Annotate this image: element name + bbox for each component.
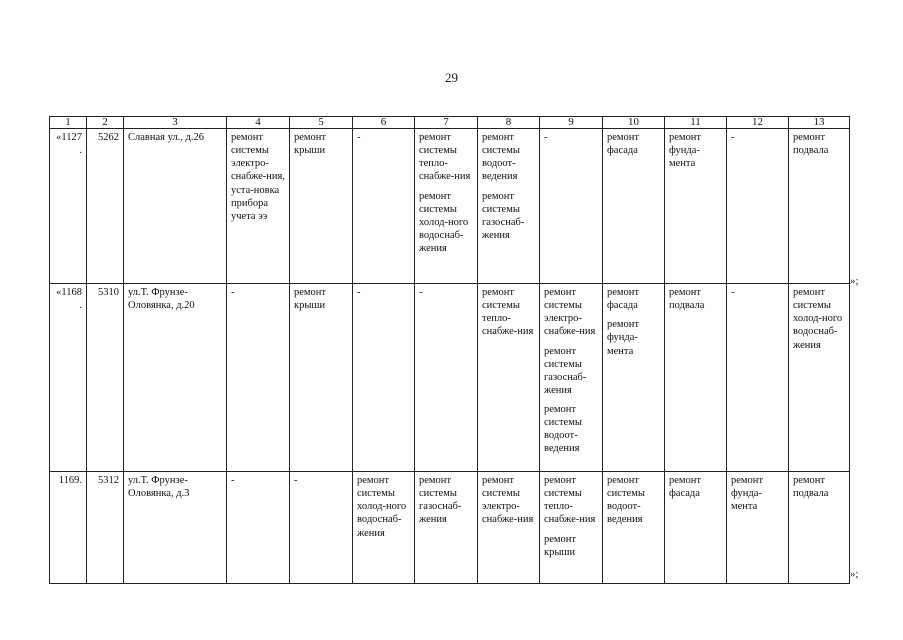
header-cell: 8 xyxy=(478,117,540,129)
work-item: - xyxy=(294,475,298,486)
row-number-cell: 1169. xyxy=(50,472,87,584)
work-item: - xyxy=(544,132,548,143)
work-cell-col-8 xyxy=(478,129,540,284)
work-item: ремонт системы электро-снабже-ния xyxy=(482,475,534,526)
work-item: ремонт системы холод-ного водоснаб-жения xyxy=(357,475,407,539)
work-item: ремонт системы тепло-снабже-ния xyxy=(544,475,596,526)
work-cell-col-5 xyxy=(290,472,353,584)
work-item: ремонт подвала xyxy=(793,132,829,157)
header-cell: 6 xyxy=(353,117,415,129)
work-item: ремонт крыши xyxy=(294,132,327,157)
work-item: ремонт фунда-мента xyxy=(607,319,640,357)
header-cell: 2 xyxy=(87,117,124,129)
table-row xyxy=(50,284,850,472)
header-cell: 3 xyxy=(124,117,227,129)
work-cell-col-11 xyxy=(665,284,727,472)
row-number-cell: «1127. xyxy=(50,129,87,284)
repair-schedule-table xyxy=(49,116,850,584)
building-code-cell: 5310 xyxy=(87,284,124,472)
header-cell: 7 xyxy=(415,117,478,129)
work-cell-col-13 xyxy=(789,472,850,584)
work-cell-col-6 xyxy=(353,472,415,584)
header-row xyxy=(50,117,850,129)
work-item: ремонт фасада xyxy=(607,287,640,312)
work-cell-col-5 xyxy=(290,129,353,284)
work-cell-col-4 xyxy=(227,129,290,284)
address-cell: Славная ул., д.26 xyxy=(124,129,227,284)
work-cell-col-7 xyxy=(415,472,478,584)
work-cell-col-6 xyxy=(353,284,415,472)
work-item: - xyxy=(231,287,235,298)
work-item: ремонт системы электро-снабже-ния xyxy=(544,287,596,338)
work-item: - xyxy=(357,132,361,143)
work-cell-col-5 xyxy=(290,284,353,472)
work-item: ремонт системы водоот-ведения xyxy=(544,404,582,455)
header-cell: 1 xyxy=(50,117,87,129)
work-cell-col-10 xyxy=(603,284,665,472)
work-cell-col-10 xyxy=(603,129,665,284)
work-item: ремонт системы электро-снабже-ния, уста-новка прибора учета ээ xyxy=(231,132,285,222)
work-cell-col-4 xyxy=(227,284,290,472)
work-item: ремонт фасада xyxy=(669,475,702,500)
work-item: ремонт крыши xyxy=(294,287,327,312)
work-cell-col-4 xyxy=(227,472,290,584)
work-cell-col-9 xyxy=(540,284,603,472)
building-code-cell: 5262 xyxy=(87,129,124,284)
work-cell-col-9 xyxy=(540,129,603,284)
work-item: - xyxy=(231,475,235,486)
work-item: ремонт фасада xyxy=(607,132,640,157)
work-item: - xyxy=(419,287,423,298)
work-item: ремонт подвала xyxy=(669,287,705,312)
address-cell: ул.Т. Фрунзе-Оловянка, д.20 xyxy=(124,284,227,472)
work-item: ремонт системы водоот-ведения xyxy=(607,475,645,526)
work-cell-col-12 xyxy=(727,129,789,284)
work-item: ремонт системы холод-ного водоснаб-жения xyxy=(793,287,843,351)
work-cell-col-12 xyxy=(727,472,789,584)
work-cell-col-13 xyxy=(789,284,850,472)
header-cell: 5 xyxy=(290,117,353,129)
address-cell: ул.Т. Фрунзе-Оловянка, д.3 xyxy=(124,472,227,584)
work-cell-col-7 xyxy=(415,129,478,284)
work-item: ремонт подвала xyxy=(793,475,829,500)
header-cell: 11 xyxy=(665,117,727,129)
work-item: ремонт фунда-мента xyxy=(669,132,702,170)
work-item: - xyxy=(731,132,735,143)
work-item: ремонт крыши xyxy=(544,533,577,558)
work-item: - xyxy=(357,287,361,298)
work-cell-col-9 xyxy=(540,472,603,584)
work-cell-col-13 xyxy=(789,129,850,284)
work-cell-col-8 xyxy=(478,284,540,472)
work-item: ремонт фунда-мента xyxy=(731,475,764,513)
work-item: ремонт системы тепло-снабже-ния xyxy=(482,287,534,338)
work-item: ремонт системы холод-ного водоснаб-жения xyxy=(419,190,469,254)
building-code-cell: 5312 xyxy=(87,472,124,584)
table-row xyxy=(50,472,850,584)
page-number: 29 xyxy=(445,70,458,85)
work-cell-col-10 xyxy=(603,472,665,584)
header-cell: 12 xyxy=(727,117,789,129)
header-cell: 9 xyxy=(540,117,603,129)
work-cell-col-11 xyxy=(665,472,727,584)
row-end-mark: »; xyxy=(850,275,859,287)
table-row xyxy=(50,129,850,284)
work-item: ремонт системы тепло-снабже-ния xyxy=(419,132,471,183)
work-cell-col-7 xyxy=(415,284,478,472)
row-number-cell: «1168. xyxy=(50,284,87,472)
work-item: - xyxy=(731,287,735,298)
work-cell-col-6 xyxy=(353,129,415,284)
work-item: ремонт системы газоснаб-жения xyxy=(482,190,525,241)
work-item: ремонт системы газоснаб-жения xyxy=(419,475,462,526)
row-end-mark: »; xyxy=(850,568,859,580)
header-cell: 10 xyxy=(603,117,665,129)
work-cell-col-11 xyxy=(665,129,727,284)
work-item: ремонт системы водоот-ведения xyxy=(482,132,520,183)
work-item: ремонт системы газоснаб-жения xyxy=(544,345,587,396)
header-cell: 4 xyxy=(227,117,290,129)
work-cell-col-8 xyxy=(478,472,540,584)
header-cell: 13 xyxy=(789,117,850,129)
work-cell-col-12 xyxy=(727,284,789,472)
